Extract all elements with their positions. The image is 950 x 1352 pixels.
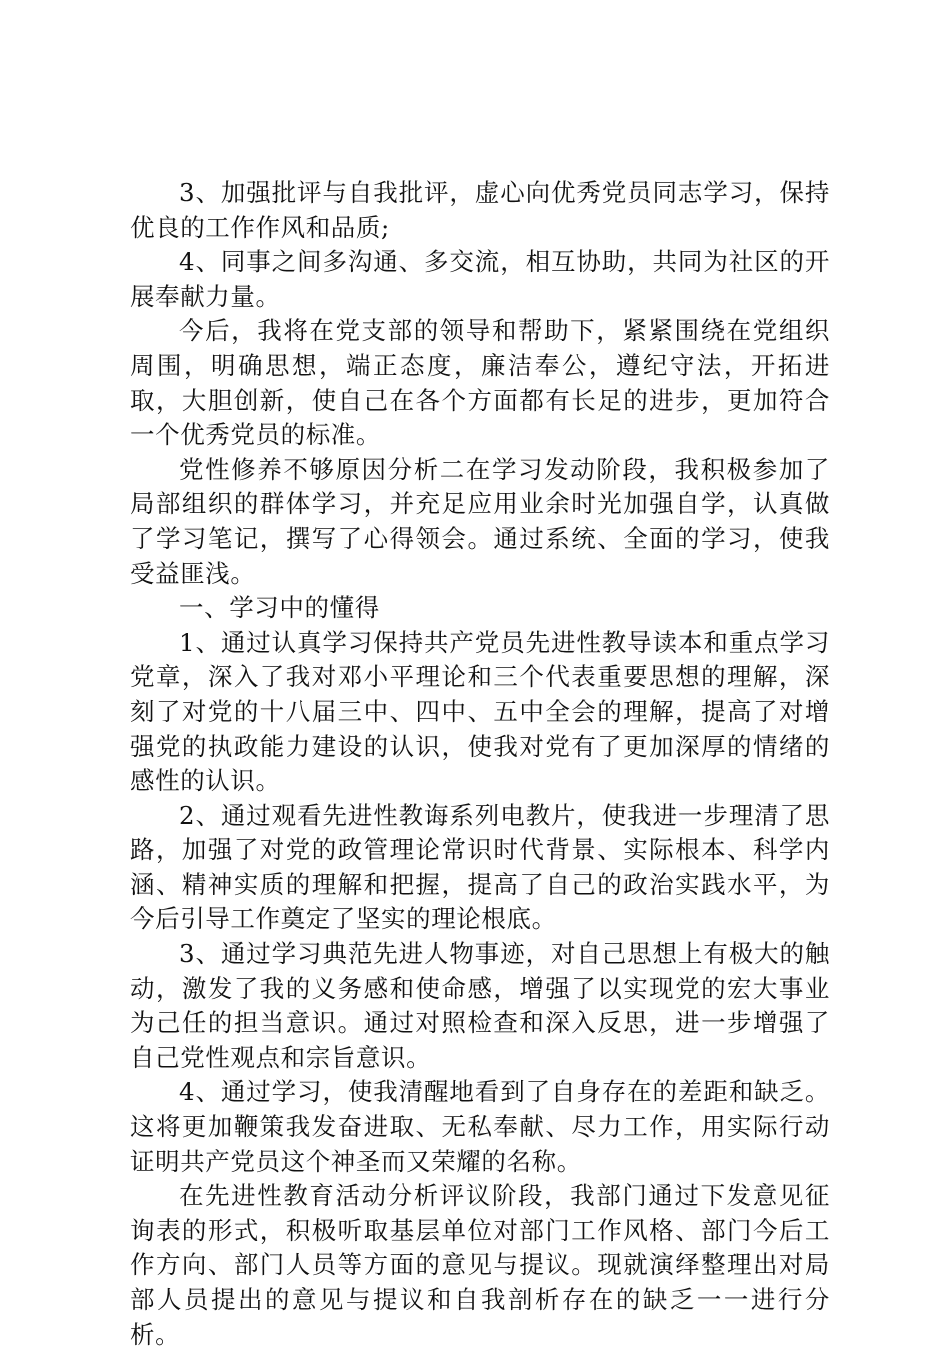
paragraph-learning-3: 3、通过学习典范先进人物事迹，对自己思想上有极大的触动，激发了我的义务感和使命感，增强了以实现党的宏大事业为己任的担当意识。通过对照检查和深入反思，进一步增强了自己党性观点和宗旨意识。 [130,939,830,1072]
paragraph-item-4: 4、同事之间多沟通、多交流，相互协助，共同为社区的开展奉献力量。 [130,247,830,311]
paragraph-learning-4: 4、通过学习，使我清醒地看到了自身存在的差距和缺乏。这将更加鞭策我发奋进取、无私奉献、尽力工作，用实际行动证明共产党员这个神圣而又荣耀的名称。 [130,1077,830,1176]
paragraph-item-3: 3、加强批评与自我批评，虚心向优秀党员同志学习，保持优良的工作作风和品质; [130,178,830,242]
paragraph-learning-2: 2、通过观看先进性教诲系列电教片，使我进一步理清了思路，加强了对党的政管理论常识时代背景、实际根本、科学内涵、精神实质的理解和把握，提高了自己的政治实践水平，为今后引导工作奠定了坚实的理论根底。 [130,800,830,934]
paragraph-future-plan: 今后，我将在党支部的领导和帮助下，紧紧围绕在党组织周围，明确思想，端正态度，廉洁奉公，遵纪守法，开拓进取，大胆创新，使自己在各个方面都有长足的进步，更加符合一个优秀党员的标准。 [130,316,830,450]
paragraph-learning-1: 1、通过认真学习保持共产党员先进性教导读本和重点学习党章，深入了我对邓小平理论和三个代表重要思想的理解，深刻了对党的十八届三中、四中、五中全会的理解，提高了对增强党的执政能力建设的认识，使我对党有了更加深厚的情绪的感性的认识。 [130,627,830,796]
paragraph-evaluation-stage: 在先进性教育活动分析评议阶段，我部门通过下发意见征询表的形式，积极听取基层单位对部门工作风格、部门今后工作方向、部门人员等方面的意见与提议。现就演绎整理出对局部人员提出的意见与提议和自我剖析存在的缺乏一一进行分析。 [130,1181,830,1349]
document-body [130,176,830,1352]
section-heading-learning: 一、学习中的懂得 [179,593,380,623]
paragraph-analysis-two: 党性修养不够原因分析二在学习发动阶段，我积极参加了局部组织的群体学习，并充足应用业余时光加强自学，认真做了学习笔记，撰写了心得领会。通过系统、全面的学习，使我受益匪浅。 [130,454,830,588]
